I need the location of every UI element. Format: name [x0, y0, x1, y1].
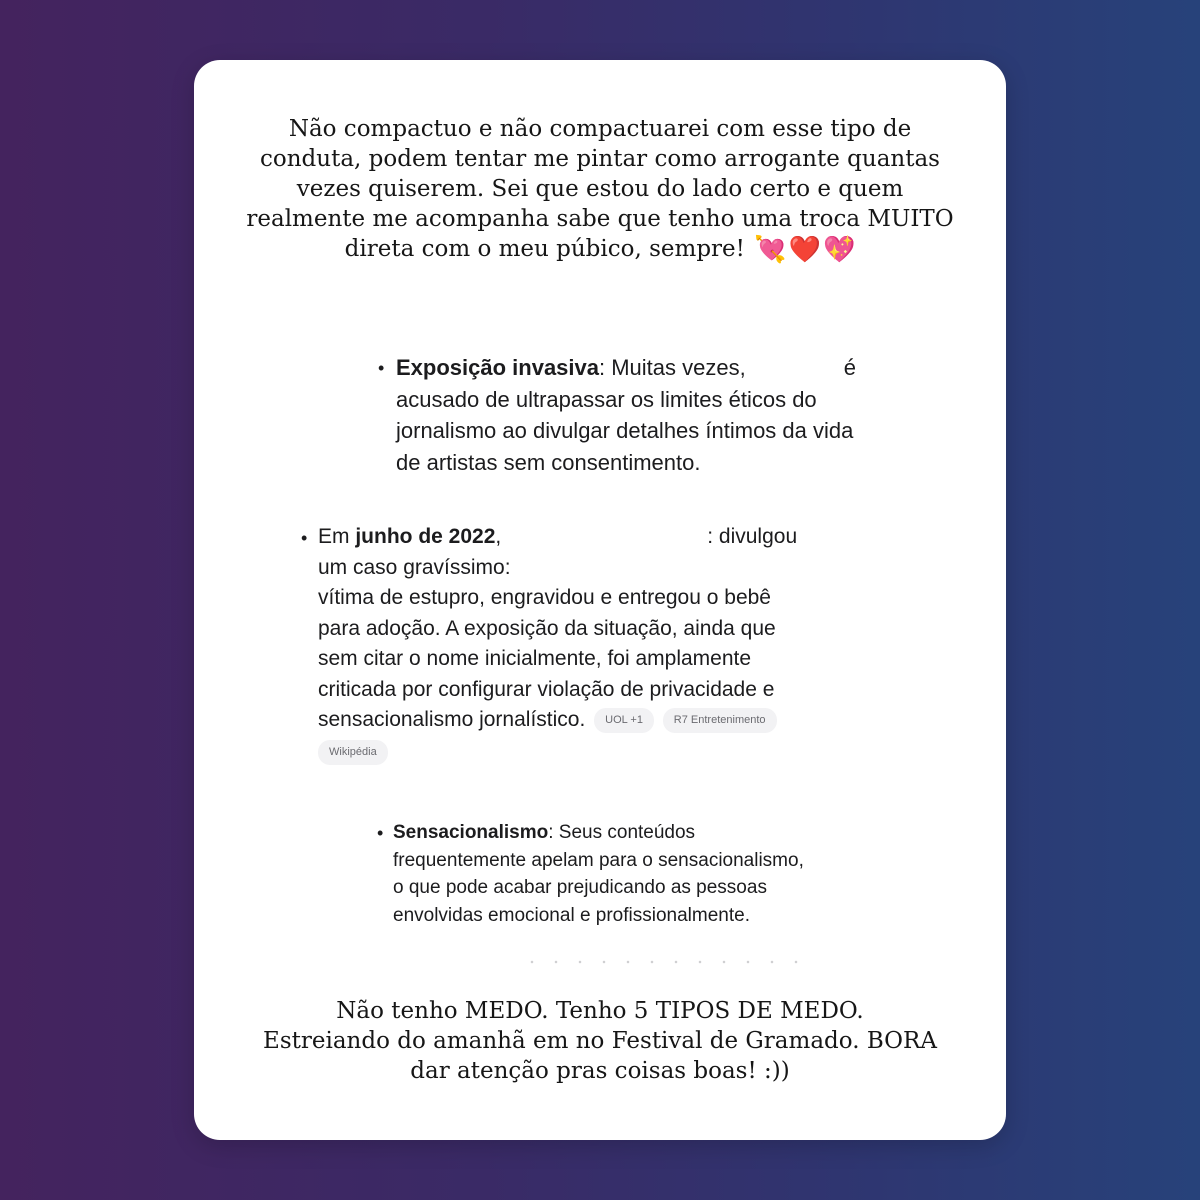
screenshot-line: um caso gravíssimo: [318, 555, 511, 579]
source-chip-row [318, 737, 797, 768]
screenshot-line [318, 522, 797, 553]
story-line: Estreiando do amanhã em no Festival de Gramado. BORA [263, 1028, 937, 1054]
source-chip-uol[interactable]: UOL +1 [594, 708, 654, 733]
bullet-icon: • [301, 528, 308, 548]
screenshot-line: criticada por configurar violação de privacidade e [318, 677, 775, 701]
screenshot-text: sensacionalismo jornalístico. [318, 708, 586, 731]
screenshot-exposicao-invasiva [378, 352, 856, 478]
heart-with-arrow-icon: 💘 [754, 235, 787, 265]
story-line: Não tenho MEDO. Tenho 5 TIPOS DE MEDO. [336, 998, 864, 1024]
story-line: dar atenção pras coisas boas! :)) [410, 1058, 790, 1084]
screenshot-line: de artistas sem consentimento. [396, 449, 701, 475]
screenshot-sensacionalismo [377, 819, 804, 929]
screenshot-text: : divulgou [707, 525, 798, 548]
screenshot-line: envolvidas emocional e profissionalmente. [393, 904, 750, 926]
bullet-icon: • [378, 358, 385, 378]
screenshot-line [396, 352, 856, 384]
term-label: Sensacionalismo [393, 822, 549, 843]
screenshot-text: , [495, 525, 502, 548]
screenshot-text: : Seus conteúdos [548, 822, 696, 843]
screenshot-text: : Muitas vezes, [599, 355, 746, 380]
screenshot-line: o que pode acabar prejudicando as pessoas [393, 877, 767, 898]
date-label: junho de 2022 [355, 525, 496, 548]
story-line: realmente me acompanha sabe que tenho uma troca MUITO [246, 206, 954, 232]
screenshot-line: vítima de estupro, engravidou e entregou o bebê [318, 586, 771, 609]
story-line-last [194, 234, 1006, 265]
screenshot-line: acusado de ultrapassar os limites éticos do [396, 386, 817, 412]
screenshot-line [393, 819, 804, 847]
screenshot-text: é [843, 355, 856, 380]
screenshot-junho-2022 [301, 522, 798, 767]
term-label: Exposição invasiva [396, 355, 599, 380]
story-statement-top [194, 114, 1006, 265]
screenshot-line-with-sources [318, 705, 797, 736]
source-chip-wikipedia[interactable]: Wikipédia [318, 740, 388, 765]
story-line: Não compactuo e não compactuarei com esse tipo de [288, 116, 912, 142]
story-line-text: direta com o meu púbico, sempre! [344, 236, 745, 262]
story-line: vezes quiserem. Sei que estou do lado certo e quem [296, 176, 904, 202]
bullet-icon: • [377, 823, 384, 843]
story-line: conduta, podem tentar me pintar como arrogante quantas [260, 146, 940, 172]
screenshot-line: sem citar o nome inicialmente, foi amplamente [318, 647, 752, 670]
red-heart-icon: ❤️ [788, 235, 821, 265]
screenshot-line: jornalismo ao divulgar detalhes íntimos da vida [396, 418, 854, 443]
redacted-name [501, 526, 707, 548]
screenshot-text: Em [318, 525, 356, 548]
story-card [194, 60, 1006, 1140]
story-statement-bottom [194, 996, 1006, 1086]
screenshot-line: frequentemente apelam para o sensacionalismo, [393, 849, 804, 871]
cropped-text-remnant [520, 959, 802, 965]
sparkling-heart-icon: 💖 [822, 235, 856, 265]
redacted-name [746, 358, 844, 380]
screenshot-line: para adoção. A exposição da situação, ainda que [318, 616, 776, 640]
source-chip-r7[interactable]: R7 Entretenimento [663, 708, 777, 733]
